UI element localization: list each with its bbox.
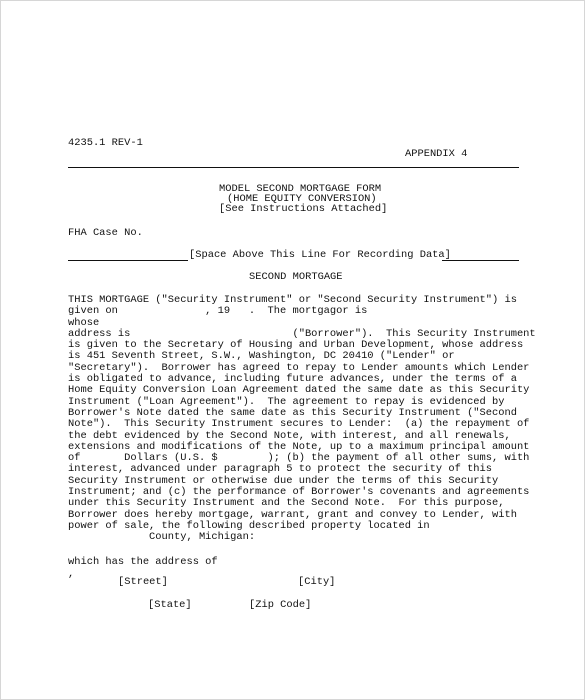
body-line: of Dollars (U.S. $ ); (b) the payment of all other sums, with: [68, 452, 530, 465]
body-line: THIS MORTGAGE ("Security Instrument" or "Second Security Instrument") is: [68, 294, 517, 306]
body-line: the debt evidenced by the Second Note, with interest, and all renewals,: [68, 429, 511, 442]
address-intro: which has the address of: [68, 556, 218, 568]
body-line: Borrower's Note dated the same date as this Security Instrument ("Second: [68, 406, 517, 419]
recording-rule-right: [442, 260, 519, 261]
recording-rule-left: [68, 260, 188, 261]
body-line: Instrument ("Loan Agreement"). The agreement to repay is evidenced by: [68, 395, 505, 408]
body-line: power of sale, the following described property located in: [68, 519, 430, 532]
body-line: under this Security Instrument and the Second Note. For this purpose,: [68, 497, 505, 510]
city-label: [City]: [298, 576, 336, 588]
zip-code-label: [Zip Code]: [249, 599, 312, 611]
title-line-2: (HOME EQUITY CONVERSION): [227, 193, 377, 205]
appendix-label: APPENDIX 4: [405, 148, 468, 160]
fha-case-label: FHA Case No.: [68, 227, 143, 239]
top-rule: [68, 167, 519, 168]
body-line: is 451 Seventh Street, S.W., Washington, DC 20410 ("Lender" or: [68, 350, 455, 363]
body-line: is given to the Secretary of Housing and Urban Development, whose address: [68, 339, 524, 352]
section-heading: SECOND MORTGAGE: [249, 271, 343, 283]
body-line: extensions and modifications of the Note, up to a maximum principal amount: [68, 440, 530, 453]
body-line: Home Equity Conversion Loan Agreement dated the same date as this Security: [68, 384, 530, 397]
form-id: 4235.1 REV-1: [68, 137, 143, 149]
body-line: Instrument; and (c) the performance of Borrower's covenants and agreements: [68, 486, 530, 499]
recording-note: [Space Above This Line For Recording Data]: [189, 249, 451, 261]
body-line: County, Michigan:: [68, 531, 256, 544]
title-line-1: MODEL SECOND MORTGAGE FORM: [219, 183, 382, 195]
mortgage-body-text: [68, 295, 536, 544]
body-line: given on , 19 . The mortgagor is: [68, 305, 368, 318]
body-line: address is ("Borrower"). This Security Instrument: [68, 327, 536, 340]
body-line: Security Instrument or otherwise due under the terms of this Security: [68, 474, 499, 487]
title-line-3: [See Instructions Attached]: [219, 203, 388, 215]
address-comma: ,: [68, 568, 75, 580]
state-label: [State]: [148, 599, 192, 611]
body-line: is obligated to advance, including future advances, under the terms of a: [68, 373, 517, 386]
body-line: "Secretary"). Borrower has agreed to repay to Lender amounts which Lender: [68, 361, 530, 374]
street-label: [Street]: [118, 576, 168, 588]
body-line: interest, advanced under paragraph 5 to protect the security of this: [68, 463, 493, 476]
body-line: Note"). This Security Instrument secures to Lender: (a) the repayment of: [68, 418, 530, 431]
body-line: whose: [68, 316, 100, 329]
body-line: Borrower does hereby mortgage, warrant, grant and convey to Lender, with: [68, 508, 517, 521]
